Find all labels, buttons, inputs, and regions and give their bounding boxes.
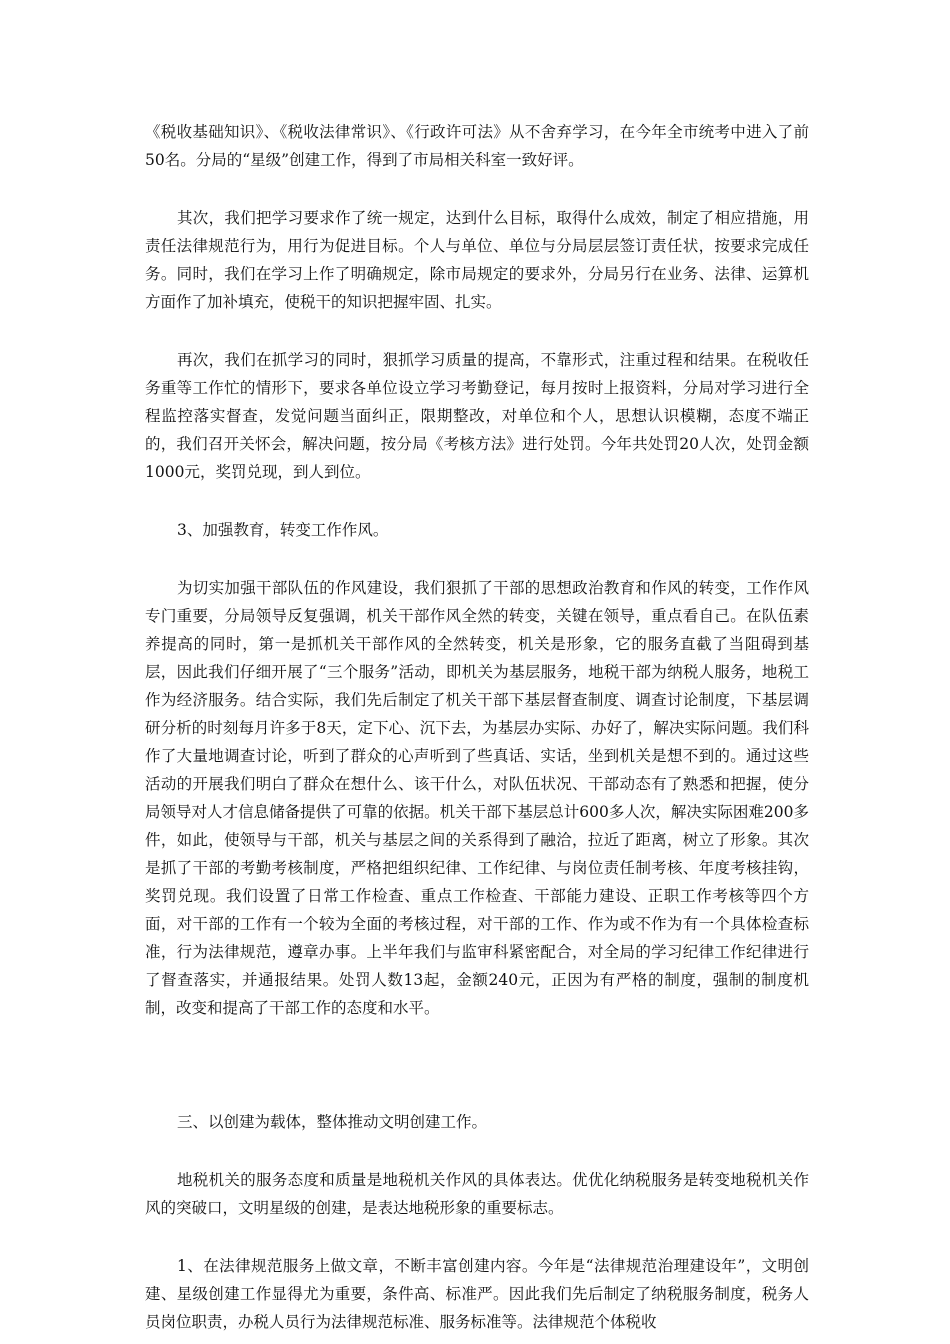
section-heading: 3、加强教育，转变工作作风。	[177, 521, 389, 539]
paragraph: 为切实加强干部队伍的作风建设，我们狠抓了干部的思想政治教育和作风的转变，工作作风专门重要，分局领导反复强调，机关干部作风全然的转变，关键在领导，重点看自己。在队伍素养提高的同时，第一是抓机关干部作风的全然转变，机关是形象，它的服务直截了当阻碍到基层，因此我们仔细开展了“三个服务”活动，即机关为基层服务，地税干部为纳税人服务，地税工作为经济服务。结合实际，我们先后制定了机关干部下基层督查制度、调查讨论制度，下基层调研分析的时刻每月许多于8天，定下心、沉下去，为基层办实际、办好了，解决实际问题。我们科作了大量地调查讨论，听到了群众的心声听到了些真话、实话，坐到机关是想不到的。通过这些活动的开展我们明白了群众在想什么、该干什么，对队伍状况、干部动态有了熟悉和把握，使分局领导对人才信息储备提供了可靠的依据。机关干部下基层总计600多人次，解决实际困难200多件，如此，使领导与干部，机关与基层之间的关系得到了融洽，拉近了距离，树立了形象。其次是抓了干部的考勤考核制度，严格把组织纪律、工作纪律、与岗位责任制考核、年度考核挂钩，奖罚兑现。我们设置了日常工作检查、重点工作检查、干部能力建设、正职工作考核等四个方面，对干部的工作有一个较为全面的考核过程，对干部的工作、作为或不作为有一个具体检查标准，行为法律规范，遵章办事。上半年我们与监审科紧密配合，对全局的学习纪律工作纪律进行了督查落实，并通报结果。处罚人数13起，金额240元，正因为有严格的制度，强制的制度机制，改变和提高了干部工作的态度和水平。	[145, 579, 809, 1017]
paragraph: 地税机关的服务态度和质量是地税机关作风的具体表达。优优化纳税服务是转变地税机关作风的突破口，文明星级的创建，是表达地税形象的重要标志。	[145, 1171, 809, 1217]
document-body	[145, 118, 809, 1336]
paragraph: 《税收基础知识》、《税收法律常识》、《行政许可法》从不舍弃学习，在今年全市统考中进入了前50名。分局的“星级”创建工作，得到了市局相关科室一致好评。	[145, 123, 809, 169]
paragraph: 1、在法律规范服务上做文章，不断丰富创建内容。今年是“法律规范治理建设年”，文明创建、星级创建工作显得尤为重要，条件高、标准严。因此我们先后制定了纳税服务制度，税务人员岗位职责，办税人员行为法律规范标准、服务标准等。法律规范个体税收	[145, 1257, 809, 1331]
paragraph: 其次，我们把学习要求作了统一规定，达到什么目标，取得什么成效，制定了相应措施，用责任法律规范行为，用行为促进目标。个人与单位、单位与分局层层签订责任状，按要求完成任务。同时，我们在学习上作了明确规定，除市局规定的要求外，分局另行在业务、法律、运算机方面作了加补填充，使税干的知识把握牢固、扎实。	[145, 209, 809, 311]
paragraph: 再次，我们在抓学习的同时，狠抓学习质量的提高，不靠形式，注重过程和结果。在税收任务重等工作忙的情形下，要求各单位设立学习考勤登记，每月按时上报资料，分局对学习进行全程监控落实督查，发觉问题当面纠正，限期整改，对单位和个人，思想认识模糊，态度不端正的，我们召开关怀会，解决问题，按分局《考核方法》进行处罚。今年共处罚20人次，处罚金额1000元，奖罚兑现，到人到位。	[145, 351, 809, 481]
section-heading: 三、以创建为载体，整体推动文明创建工作。	[177, 1113, 488, 1131]
